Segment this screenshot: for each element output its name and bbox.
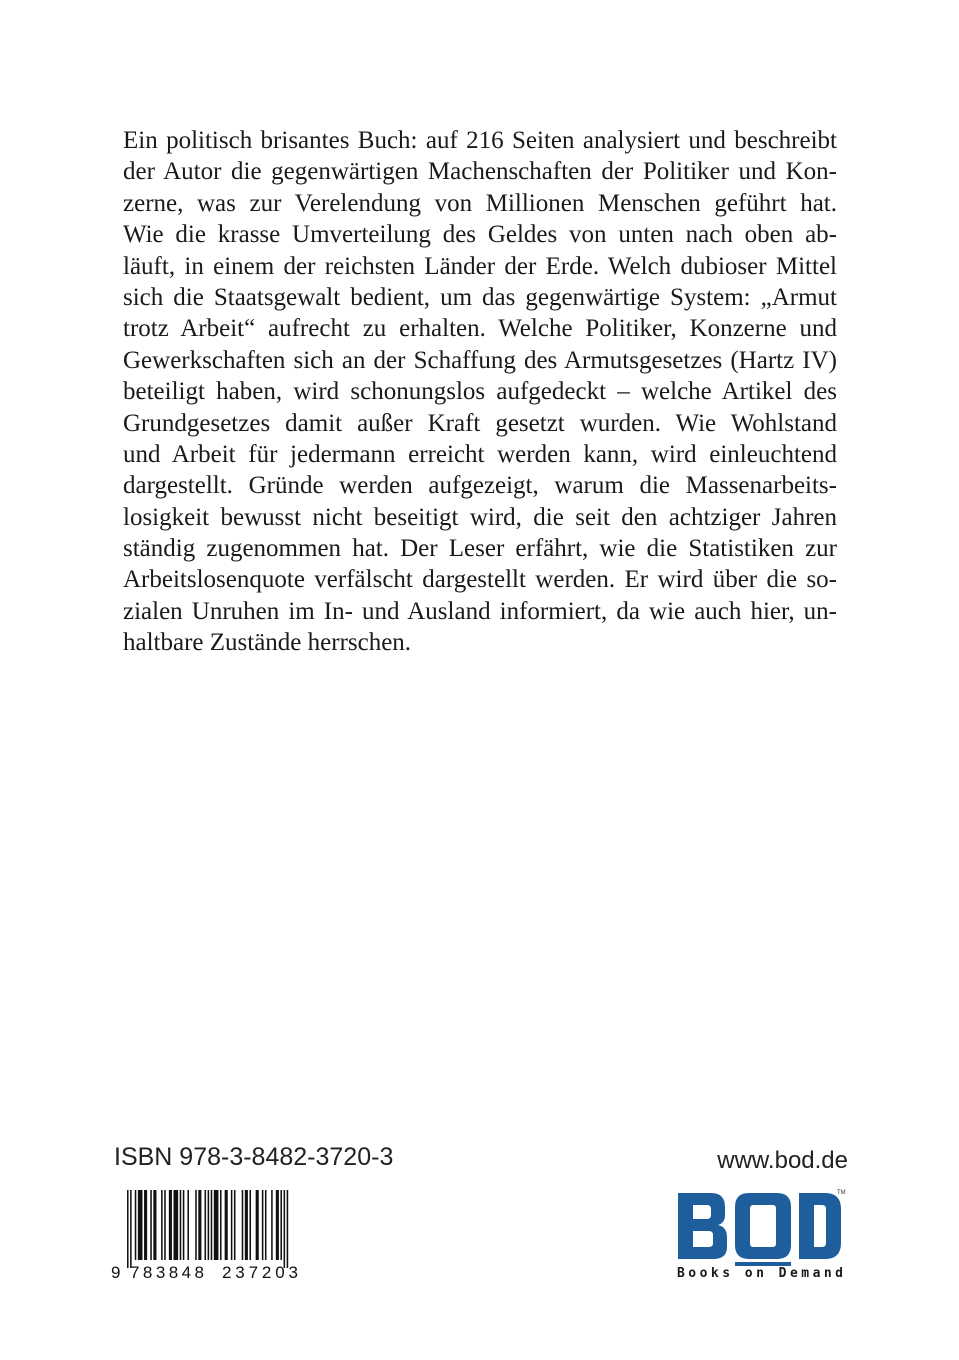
publisher-url: www.bod.de (717, 1147, 848, 1174)
barcode-bar (211, 1190, 213, 1260)
barcode-bar (164, 1190, 166, 1260)
blurb-line: dargestellt. Gründe werden aufgezeigt, warum die Massenarbeits- (123, 472, 837, 500)
isbn-barcode (110, 1188, 310, 1280)
barcode-bar (153, 1190, 156, 1260)
barcode-bar (127, 1190, 129, 1268)
barcode-bar (205, 1190, 207, 1260)
barcode-bar (150, 1190, 152, 1260)
blurb-line: Ein politisch brisantes Buch: auf 216 Seiten analysiert und beschreibt (123, 127, 837, 154)
barcode-bar (187, 1190, 189, 1260)
bod-tagline: Books on Demand (677, 1266, 843, 1280)
isbn-label: ISBN 978-3-8482-3720-3 (114, 1143, 394, 1171)
blurb-line: trotz Arbeit“ aufrecht zu erhalten. Welche Politiker, Konzerne und (123, 315, 837, 343)
barcode-bar (130, 1190, 132, 1268)
blurb-line: haltbare Zustände herrschen. (123, 629, 412, 657)
blurb-line: zerne, was zur Verelendung von Millionen Menschen geführt hat. (123, 189, 837, 217)
bod-trademark: TM (837, 1190, 846, 1196)
barcode-bar (198, 1190, 201, 1260)
blurb-line: zialen Unruhen im In- und Ausland informiert, da wie auch hier, un- (123, 597, 837, 625)
blurb-line: beteiligt haben, wird schonungslos aufgedeckt – welche Artikel des (123, 378, 837, 406)
barcode-digits-right: 237203 (222, 1263, 298, 1280)
barcode-bars (127, 1190, 288, 1268)
barcode-bar (144, 1190, 147, 1260)
barcode-bar (256, 1190, 259, 1260)
barcode-bar (280, 1190, 282, 1260)
blurb-line: Grundgesetzes damit außer Kraft gesetzt wurden. Wie Wohlstand (123, 409, 837, 437)
back-cover-blurb (123, 125, 837, 659)
blurb-line: ständig zugenommen hat. Der Leser erfährt, wie die Statistiken zur (123, 535, 837, 563)
barcode-bar (180, 1190, 182, 1260)
barcode-bar (214, 1190, 219, 1260)
barcode-bar (195, 1190, 197, 1260)
barcode-bar (135, 1190, 137, 1260)
blurb-line: und Arbeit für jedermann erreicht werden kann, wird einleuchtend (123, 440, 837, 468)
barcode-bar (234, 1190, 236, 1260)
blurb-line: der Autor die gegenwärtigen Machenschaften der Politiker und Kon- (123, 158, 837, 186)
barcode-bar (138, 1190, 143, 1260)
barcode-bar (174, 1190, 179, 1260)
barcode-bar (161, 1190, 163, 1260)
barcode-bar (271, 1190, 273, 1260)
barcode-bar (245, 1190, 248, 1260)
barcode-bar (284, 1190, 286, 1268)
bod-logo-letter-d (799, 1193, 841, 1259)
blurb-line: Gewerkschaften sich an der Schaffung des Armutsgesetzes (Hartz IV) (123, 346, 837, 374)
barcode-bar (242, 1190, 244, 1260)
bod-logo-letter-o (735, 1193, 791, 1259)
barcode-bar (208, 1190, 210, 1260)
barcode-bar (231, 1190, 233, 1260)
blurb-line: sich die Staatsgewalt bedient, um das gegenwärtige System: „Armut (123, 283, 837, 311)
barcode-bar (220, 1190, 222, 1260)
barcode-bar (262, 1190, 264, 1260)
barcode-digits-left: 783848 (130, 1263, 204, 1280)
bod-logo (673, 1185, 848, 1280)
barcode-digit-first: 9 (111, 1263, 121, 1280)
blurb-line: läuft, in einem der reichsten Länder der Erde. Welch dubioser Mittel (123, 252, 837, 280)
blurb-line: Arbeitslosenquote verfälscht dargestellt werden. Er wird über die so- (123, 566, 837, 594)
barcode-bar (287, 1190, 289, 1268)
barcode-bar (249, 1190, 251, 1260)
barcode-bar (276, 1190, 279, 1260)
blurb-line: losigkeit bewusst nicht beseitigt wird, die seit den achtziger Jahren (123, 503, 837, 531)
barcode-bar (265, 1190, 267, 1260)
barcode-bar (183, 1190, 185, 1260)
blurb-line: Wie die krasse Umverteilung des Geldes von unten nach oben ab- (123, 221, 837, 249)
bod-logo-letter-b (678, 1193, 727, 1259)
barcode-bar (225, 1190, 228, 1260)
barcode-bar (169, 1190, 172, 1260)
